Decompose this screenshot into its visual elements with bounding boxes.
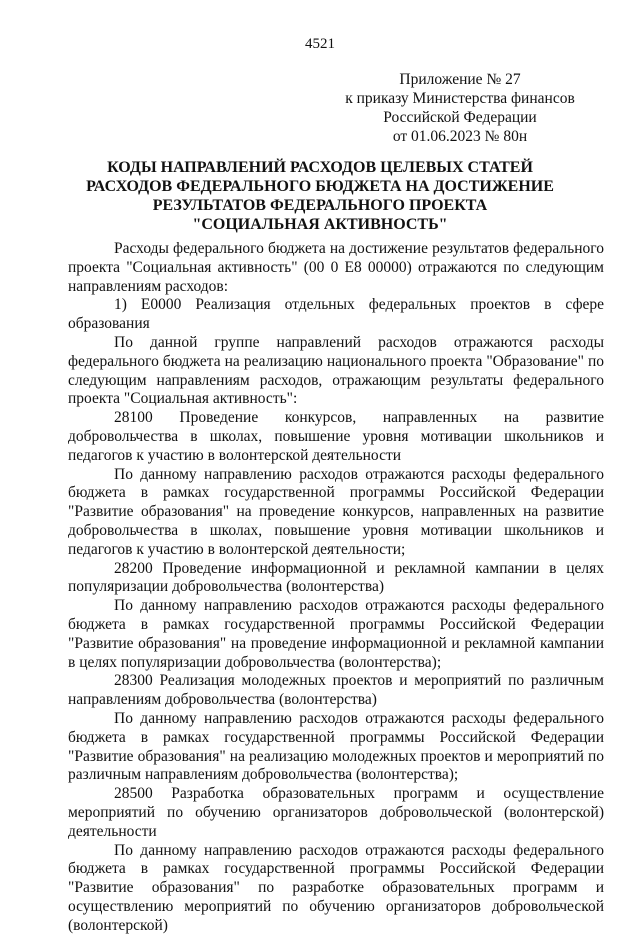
paragraph-28500-description: По данному направлению расходов отражаются расходы федерального бюджета в рамках государственной программы Российской Федерации "Развитие образования" по разработке образовательных программ и осуществлению мероприятий по обучению организаторов добровольческой (волонтерской) xyxy=(68,842,604,935)
title-line-2: РАСХОДОВ ФЕДЕРАЛЬНОГО БЮДЖЕТА НА ДОСТИЖЕНИЕ xyxy=(70,177,570,196)
paragraph-group-description: По данной группе направлений расходов отражаются расходы федерального бюджета на реализацию национального проекта "Образование" по следующим направлениям расходов, отражающим результаты федерального проекта "Социальная активность": xyxy=(68,334,604,409)
paragraph-code-28500: 28500 Разработка образовательных программ и осуществление мероприятий по обучению организаторов добровольческой (волонтерской) деятельности xyxy=(68,785,604,841)
appendix-line-1: Приложение № 27 xyxy=(330,70,590,89)
paragraph-intro: Расходы федерального бюджета на достижение результатов федерального проекта "Социальная активность" (00 0 Е8 00000) отражаются по следующим направлениям расходов: xyxy=(68,240,604,296)
paragraph-28200-description: По данному направлению расходов отражаются расходы федерального бюджета в рамках государственной программы Российской Федерации "Развитие образования" на проведение информационной и рекламной кампании в целях популяризации добровольчества (волонтерства); xyxy=(68,597,604,672)
appendix-line-3: Российской Федерации xyxy=(330,108,590,127)
paragraph-28300-description: По данному направлению расходов отражаются расходы федерального бюджета в рамках государственной программы Российской Федерации "Развитие образования" на реализацию молодежных проектов и мероприятий по различным направлениям добровольчества (волонтерства); xyxy=(68,710,604,785)
page-number: 4521 xyxy=(0,36,640,53)
paragraph-code-28100: 28100 Проведение конкурсов, направленных на развитие добровольчества в школах, повышение уровня мотивации школьников и педагогов к участию в волонтерской деятельности xyxy=(68,409,604,465)
paragraph-group-e0000: 1) Е0000 Реализация отдельных федеральных проектов в сфере образования xyxy=(68,296,604,334)
appendix-line-4: от 01.06.2023 № 80н xyxy=(330,127,590,146)
appendix-line-2: к приказу Министерства финансов xyxy=(330,89,590,108)
document-title xyxy=(70,158,570,234)
paragraph-code-28200: 28200 Проведение информационной и рекламной кампании в целях популяризации добровольчества (волонтерства) xyxy=(68,560,604,598)
title-line-4: "СОЦИАЛЬНАЯ АКТИВНОСТЬ" xyxy=(70,215,570,234)
title-line-1: КОДЫ НАПРАВЛЕНИЙ РАСХОДОВ ЦЕЛЕВЫХ СТАТЕЙ xyxy=(70,158,570,177)
appendix-reference xyxy=(330,70,590,146)
paragraph-28100-description: По данному направлению расходов отражаются расходы федерального бюджета в рамках государственной программы Российской Федерации "Развитие образования" на проведение конкурсов, направленных на развитие добровольчества в школах, повышение уровня мотивации школьников и педагогов к участию в волонтерской деятельности; xyxy=(68,466,604,560)
paragraph-code-28300: 28300 Реализация молодежных проектов и мероприятий по различным направлениям добровольчества (волонтерства) xyxy=(68,672,604,710)
document-body xyxy=(68,240,604,935)
title-line-3: РЕЗУЛЬТАТОВ ФЕДЕРАЛЬНОГО ПРОЕКТА xyxy=(70,196,570,215)
